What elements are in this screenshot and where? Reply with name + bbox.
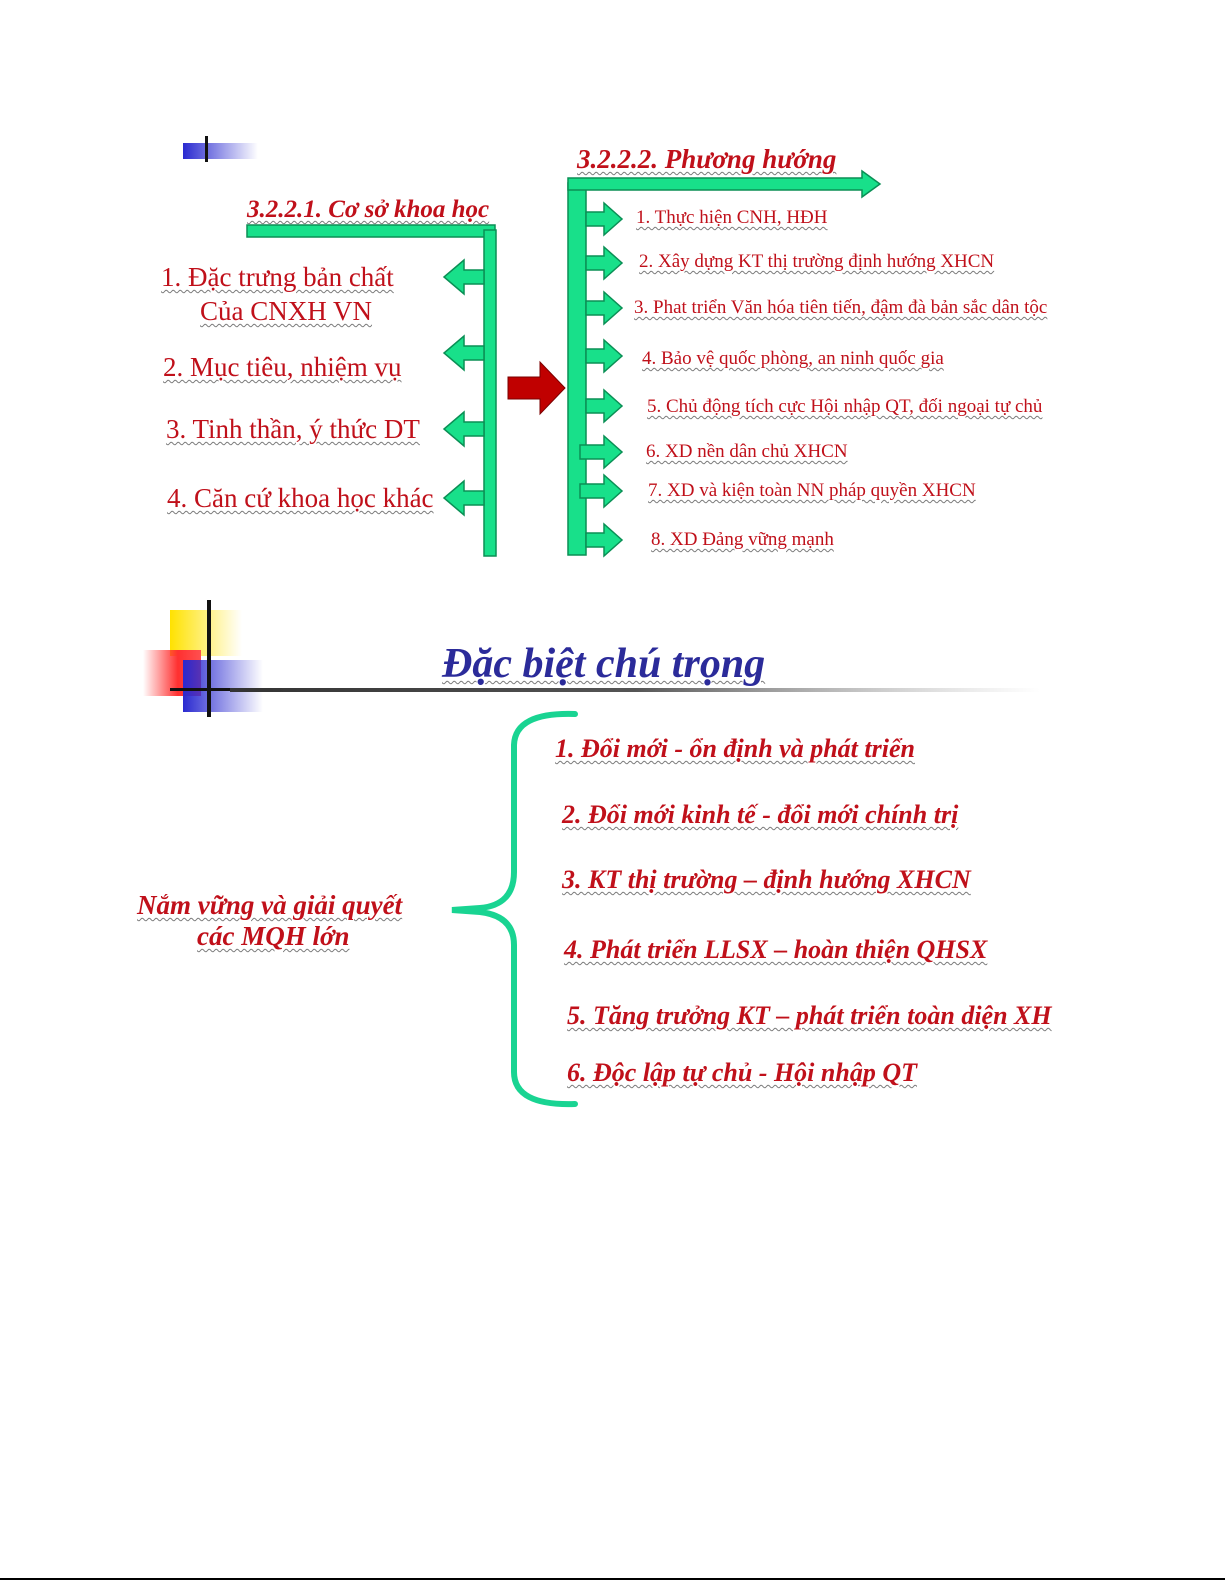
left-item-1: 1. Đặc trưng bản chất	[161, 262, 394, 292]
title-underline	[230, 688, 1040, 692]
right-item-1: 1. Thực hiện CNH, HĐH	[636, 207, 828, 228]
right-item-4: 4. Bảo vệ quốc phòng, an ninh quốc gia	[642, 348, 944, 369]
left-item-1-cont: Của CNXH VN	[200, 296, 373, 326]
right-arrow-1-icon	[586, 203, 622, 235]
relation-item-2: 2. Đổi mới kinh tế - đổi mới chính trị	[562, 800, 959, 829]
right-item-5: 5. Chủ động tích cực Hội nhập QT, đối ngoại tự chủ	[647, 396, 1043, 417]
left-arrow-1-icon	[444, 260, 484, 294]
top-logo-icon	[183, 136, 258, 162]
right-arrow-2-icon	[586, 247, 622, 279]
bottom-rule	[0, 1578, 1225, 1580]
curly-brace-icon	[452, 714, 575, 1104]
left-arrow-3-icon	[444, 412, 484, 446]
left-item-3: 3. Tinh thần, ý thức DT	[166, 414, 420, 444]
left-arrow-4-icon	[444, 481, 484, 515]
relation-item-1: 1. Đổi mới - ổn định và phát triển	[555, 734, 915, 763]
section2-left-label-line2: các MQH lớn	[197, 921, 350, 951]
relation-item-4: 4. Phát triển LLSX – hoàn thiện QHSX	[564, 935, 988, 964]
left-arrow-2-icon	[444, 336, 484, 370]
right-arrow-4-icon	[586, 340, 622, 372]
right-item-2: 2. Xây dựng KT thị trường định hướng XHCN	[639, 251, 995, 272]
right-arrow-5-icon	[586, 390, 622, 422]
right-item-7: 7. XD và kiện toàn NN pháp quyền XHCN	[648, 480, 976, 501]
left-heading: 3.2.2.1. Cơ sở khoa học	[247, 196, 490, 223]
section2-left-label-line1: Nắm vững và giải quyết	[137, 890, 403, 920]
center-red-arrow-icon	[508, 362, 565, 414]
right-arrow-3-icon	[586, 292, 622, 324]
section2-title: Đặc biệt chú trọng	[442, 641, 766, 687]
right-heading: 3.2.2.2. Phương hướng	[577, 144, 837, 174]
right-item-6: 6. XD nền dân chủ XHCN	[646, 441, 848, 462]
relation-item-6: 6. Độc lập tự chủ - Hội nhập QT	[567, 1058, 917, 1087]
right-arrow-8-icon	[586, 524, 622, 556]
section2-logo-icon	[143, 600, 263, 717]
left-item-4: 4. Căn cứ khoa học khác	[167, 483, 434, 513]
relation-item-5: 5. Tăng trưởng KT – phát triển toàn diện XH	[567, 1001, 1052, 1030]
section2-left-label	[137, 890, 433, 952]
left-arrow-icons	[444, 260, 484, 515]
left-item-2: 2. Mục tiêu, nhiệm vụ	[163, 352, 402, 382]
right-item-3: 3. Phat triển Văn hóa tiên tiến, đậm đà bản sắc dân tộc	[634, 297, 1048, 318]
relation-item-3: 3. KT thị trường – định hướng XHCN	[562, 865, 971, 894]
right-item-8: 8. XD Đảng vững mạnh	[651, 529, 834, 550]
